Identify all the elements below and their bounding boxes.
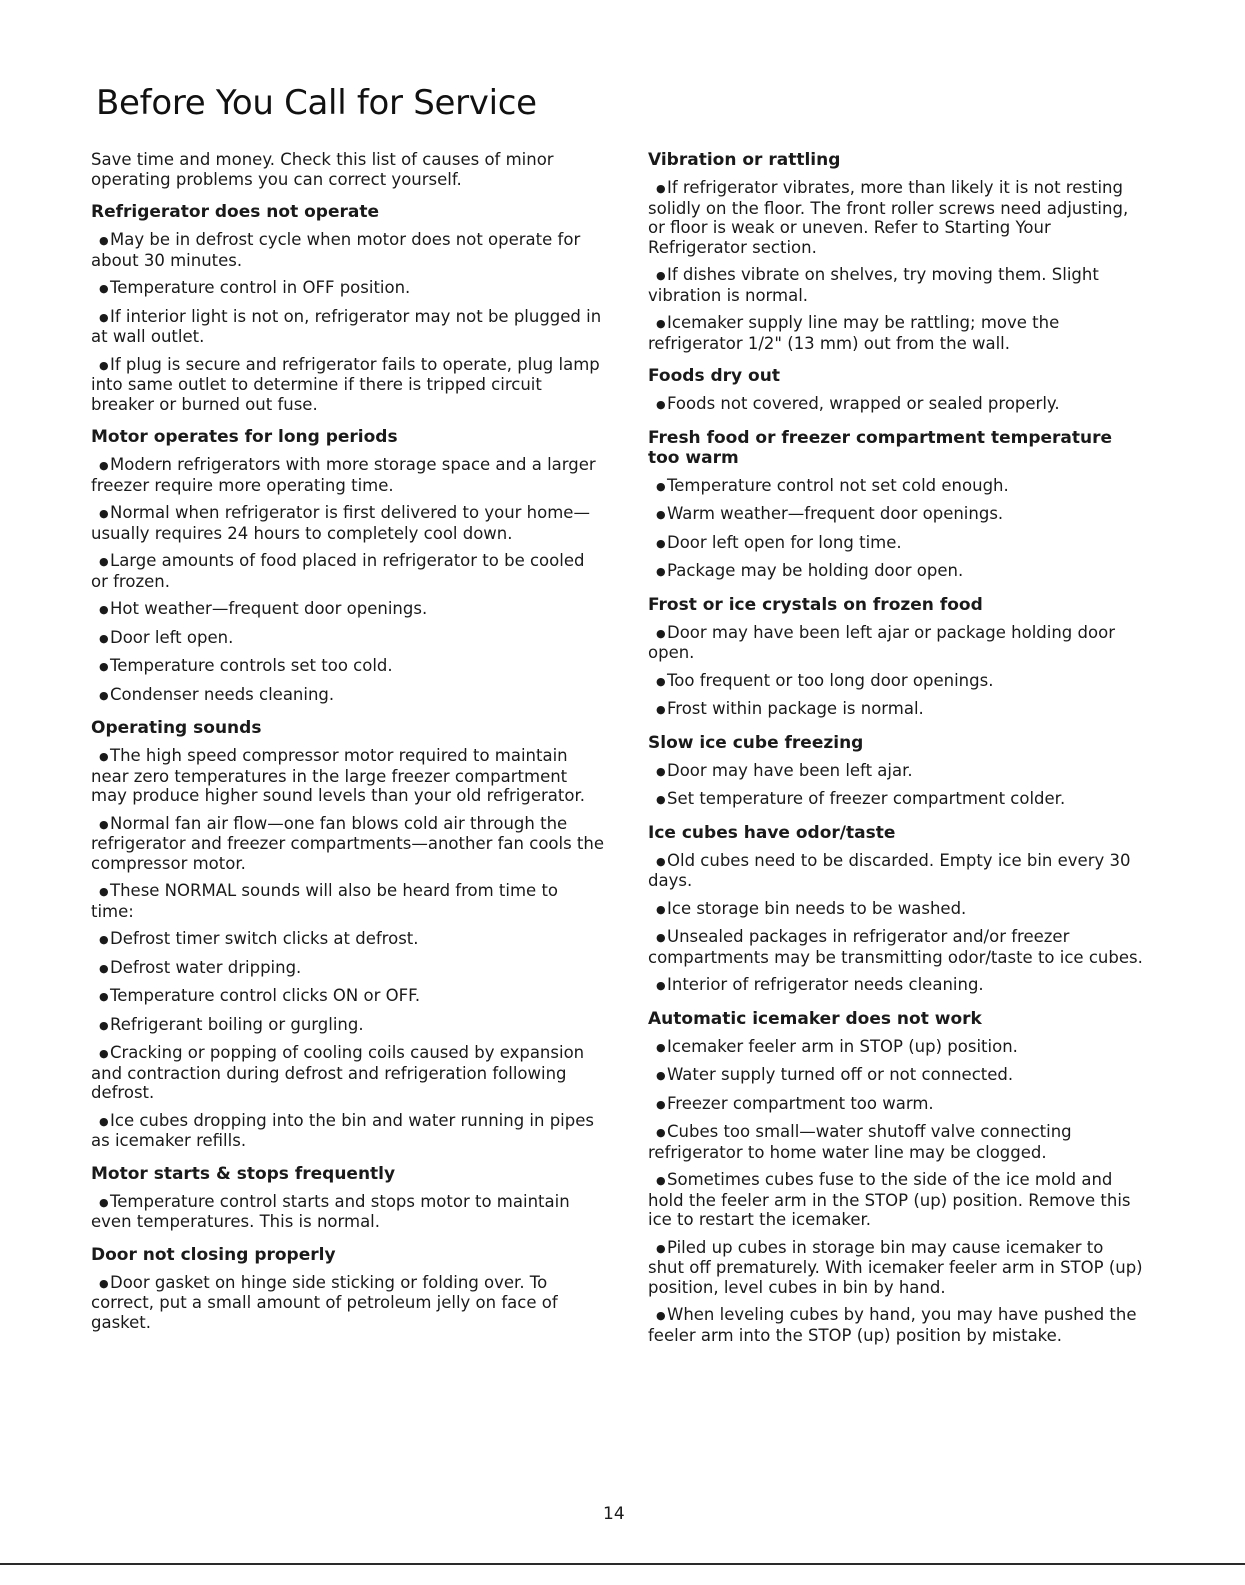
bullet-icon: ● (99, 507, 109, 520)
bullet-icon: ● (99, 1195, 109, 1209)
list-item-text: Sometimes cubes fuse to the side of the ice mold and hold the feeler arm in the STOP (up) position. Remove this ice to restart the icemaker. (648, 1170, 1131, 1229)
section-heading: Frost or ice crystals on frozen food (648, 594, 983, 615)
bullet-icon: ● (656, 182, 666, 195)
list-item-text: Ice storage bin needs to be washed. (667, 898, 967, 918)
list-item-text: Modern refrigerators with more storage space and a larger freezer require more operating time. (91, 455, 596, 495)
section-motor-starts-stops-frequently (91, 1164, 606, 1232)
list-item (648, 533, 1143, 554)
bullet-icon: ● (99, 933, 109, 946)
list-item-text: Temperature control clicks ON or OFF. (110, 986, 421, 1005)
list-item-text: Large amounts of food placed in refrigerator to be cooled or frozen. (91, 551, 585, 591)
list-item (648, 927, 1143, 967)
bullet-icon: ● (656, 793, 666, 806)
list-item (648, 265, 1143, 305)
section-automatic-icemaker-does-not-work (648, 1009, 1143, 1346)
list-item (91, 656, 606, 677)
list-item-text: May be in defrost cycle when motor does not operate for about 30 minutes. (91, 230, 581, 270)
list-item (91, 1111, 606, 1151)
list-item-text: Freezer compartment too warm. (667, 1093, 934, 1113)
bottom-rule (0, 1563, 1245, 1565)
list-item-text: Condenser needs cleaning. (110, 684, 335, 704)
list-item (91, 355, 606, 415)
section-heading: Ice cubes have odor/taste (648, 822, 896, 843)
list-item-text: Defrost water dripping. (110, 957, 302, 977)
section-heading: Foods dry out (648, 366, 780, 386)
bullet-icon: ● (99, 603, 109, 616)
list-item (91, 881, 606, 921)
list-item (648, 761, 1143, 782)
list-item (91, 1192, 606, 1232)
list-item-text: Cubes too small—water shutoff valve connecting refrigerator to home water line may be clogged. (648, 1122, 1072, 1162)
list-item (91, 599, 606, 620)
list-item (648, 1065, 1143, 1086)
bullet-icon: ● (99, 817, 109, 831)
list-item-text: Set temperature of freezer compartment colder. (667, 789, 1066, 808)
bullet-icon: ● (99, 961, 109, 975)
section-heading: Motor operates for long periods (91, 427, 398, 447)
list-item-text: Temperature control starts and stops motor to maintain even temperatures. This is normal. (91, 1191, 570, 1231)
list-item-text: When leveling cubes by hand, you may have pushed the feeler arm into the STOP (up) position by mistake. (648, 1305, 1137, 1345)
list-item-text: Refrigerant boiling or gurgling. (110, 1014, 364, 1034)
list-item (91, 1043, 606, 1103)
section-operating-sounds (91, 718, 606, 1151)
list-item (91, 307, 606, 347)
list-item-text: Door left open for long time. (667, 532, 902, 552)
list-item (648, 899, 1143, 920)
bullet-icon: ● (656, 269, 666, 282)
list-item-text: If dishes vibrate on shelves, try moving them. Slight vibration is normal. (648, 265, 1099, 305)
bullet-icon: ● (656, 1174, 666, 1187)
list-item-text: Old cubes need to be discarded. Empty ice bin every 30 days. (648, 850, 1131, 890)
section-fresh-food-or-freezer-compartment-temperature-too-warm (648, 428, 1143, 582)
section-slow-ice-cube-freezing (648, 733, 1143, 810)
list-item (648, 699, 1143, 720)
bullet-icon: ● (99, 310, 109, 324)
list-item-text: Door left open. (110, 627, 234, 647)
list-item-text: Icemaker feeler arm in STOP (up) position. (667, 1036, 1018, 1056)
bullet-icon: ● (656, 931, 666, 944)
section-foods-dry-out (648, 366, 1143, 415)
bullet-icon: ● (656, 479, 666, 493)
list-item (91, 1273, 606, 1333)
list-item (91, 628, 606, 649)
list-item-text: Frost within package is normal. (667, 699, 924, 718)
list-item-text: Interior of refrigerator needs cleaning. (667, 975, 984, 994)
list-item (91, 814, 606, 874)
list-item-text: Door gasket on hinge side sticking or folding over. To correct, put a small amount of petroleum jelly on face of gasket. (91, 1272, 558, 1332)
bullet-icon: ● (656, 854, 666, 868)
section-ice-cubes-have-odor-taste (648, 823, 1143, 996)
list-item (648, 975, 1143, 996)
list-item-text: Normal fan air flow—one fan blows cold air through the refrigerator and freezer compartments—another fan cools the compressor motor. (91, 813, 605, 873)
bullet-icon: ● (656, 764, 666, 778)
list-item (91, 278, 606, 299)
list-item (91, 1015, 606, 1036)
list-item-text: Icemaker supply line may be rattling; move the refrigerator 1/2" (13 mm) out from the wall. (648, 313, 1060, 353)
section-frost-or-ice-crystals-on-frozen-food (648, 595, 1143, 720)
bullet-icon: ● (99, 555, 109, 568)
bullet-icon: ● (656, 565, 666, 578)
list-item (91, 929, 606, 950)
section-door-not-closing-properly (91, 1245, 606, 1333)
list-item (91, 455, 606, 495)
list-item (91, 746, 606, 806)
right-column (648, 150, 1143, 1358)
section-heading: Door not closing properly (91, 1244, 336, 1265)
bullet-icon: ● (656, 626, 666, 640)
left-sections (91, 202, 606, 1332)
bullet-icon: ● (656, 1309, 666, 1322)
section-heading: Automatic icemaker does not work (648, 1008, 982, 1029)
list-item (648, 1238, 1143, 1298)
bullet-icon: ● (656, 1241, 666, 1255)
section-heading: Operating sounds (91, 718, 262, 738)
bullet-icon: ● (656, 902, 666, 916)
bullet-icon: ● (99, 990, 109, 1003)
section-motor-operates-for-long-periods (91, 427, 606, 705)
list-item (648, 1170, 1143, 1230)
list-item-text: Package may be holding door open. (667, 561, 964, 580)
list-item (648, 1122, 1143, 1162)
list-item (648, 1094, 1143, 1115)
section-heading: Fresh food or freezer compartment temperature too warm (648, 427, 1113, 468)
bullet-icon: ● (656, 398, 666, 411)
right-sections (648, 150, 1143, 1345)
list-item (648, 789, 1143, 810)
list-item (648, 671, 1143, 692)
bullet-icon: ● (99, 234, 109, 247)
list-item-text: Hot weather—frequent door openings. (110, 599, 428, 618)
bullet-icon: ● (99, 1047, 109, 1060)
list-item (91, 986, 606, 1007)
section-refrigerator-does-not-operate (91, 202, 606, 414)
list-item (648, 851, 1143, 891)
bullet-icon: ● (99, 1276, 109, 1290)
list-item-text: Warm weather—frequent door openings. (667, 504, 1004, 523)
bullet-icon: ● (656, 317, 666, 330)
list-item-text: Water supply turned off or not connected. (667, 1065, 1014, 1084)
list-item (648, 1305, 1143, 1345)
bullet-icon: ● (99, 459, 109, 472)
list-item-text: Temperature control not set cold enough. (667, 475, 1009, 495)
bullet-icon: ● (99, 660, 109, 673)
bullet-icon: ● (656, 674, 666, 688)
list-item (91, 958, 606, 979)
list-item-text: Foods not covered, wrapped or sealed properly. (667, 394, 1060, 413)
list-item-text: Door may have been left ajar. (667, 760, 913, 780)
list-item-text: Temperature controls set too cold. (110, 656, 393, 675)
list-item-text: Cracking or popping of cooling coils caused by expansion and contraction during defrost and refrigeration following defrost. (91, 1043, 585, 1102)
bullet-icon: ● (99, 1018, 109, 1032)
list-item (648, 313, 1143, 353)
list-item-text: The high speed compressor motor required to maintain near zero temperatures in the large freezer compartment may produce higher sound levels than your old refrigerator. (91, 746, 585, 805)
list-item-text: Normal when refrigerator is first delivered to your home—usually requires 24 hours to completely cool down. (91, 503, 590, 543)
list-item (91, 230, 606, 270)
section-heading: Slow ice cube freezing (648, 732, 864, 753)
list-item (91, 503, 606, 543)
section-heading: Motor starts & stops frequently (91, 1163, 396, 1184)
section-heading: Vibration or rattling (648, 150, 841, 170)
page-title: Before You Call for Service (96, 83, 537, 123)
bullet-icon: ● (99, 282, 109, 295)
bullet-icon: ● (656, 979, 666, 992)
list-item (91, 551, 606, 591)
bullet-icon: ● (656, 1040, 666, 1054)
list-item-text: Unsealed packages in refrigerator and/or freezer compartments may be transmitting odor/taste to ice cubes. (648, 927, 1143, 967)
list-item (648, 1037, 1143, 1058)
list-item (648, 504, 1143, 525)
bullet-icon: ● (656, 1126, 666, 1139)
list-item-text: If plug is secure and refrigerator fails to operate, plug lamp into same outlet to determine if there is tripped circuit breaker or burned out fuse. (91, 354, 600, 414)
intro-paragraph: Save time and money. Check this list of causes of minor operating problems you can correct yourself. (91, 150, 554, 189)
list-item (648, 561, 1143, 582)
list-item-text: Door may have been left ajar or package holding door open. (648, 622, 1115, 662)
list-item (648, 623, 1143, 663)
bullet-icon: ● (656, 703, 666, 716)
list-item-text: Too frequent or too long door openings. (667, 670, 994, 690)
list-item (648, 476, 1143, 497)
list-item-text: These NORMAL sounds will also be heard from time to time: (91, 881, 559, 921)
list-item-text: Temperature control in OFF position. (110, 278, 411, 297)
bullet-icon: ● (99, 631, 109, 645)
list-item-text: Defrost timer switch clicks at defrost. (110, 929, 419, 948)
list-item (648, 178, 1143, 257)
list-item (648, 394, 1143, 415)
bullet-icon: ● (656, 1069, 666, 1082)
bullet-icon: ● (656, 1097, 666, 1111)
section-vibration-or-rattling (648, 150, 1143, 353)
list-item-text: Piled up cubes in storage bin may cause icemaker to shut off prematurely. With icemaker feeler arm in STOP (up) position, level cubes in bin by hand. (648, 1237, 1143, 1297)
bullet-icon: ● (656, 536, 666, 550)
section-heading: Refrigerator does not operate (91, 202, 380, 222)
bullet-icon: ● (99, 688, 109, 702)
list-item-text: If refrigerator vibrates, more than likely it is not resting solidly on the floor. The front roller screws need adjusting, or floor is weak or uneven. Refer to Starting Your Refrigerator section. (648, 178, 1129, 257)
bullet-icon: ● (656, 508, 666, 521)
bullet-icon: ● (99, 885, 109, 898)
left-column (91, 150, 606, 1345)
bullet-icon: ● (99, 358, 109, 372)
list-item-text: Ice cubes dropping into the bin and water running in pipes as icemaker refills. (91, 1110, 594, 1150)
list-item (91, 685, 606, 706)
list-item-text: If interior light is not on, refrigerator may not be plugged in at wall outlet. (91, 306, 602, 346)
page-number: 14 (603, 1504, 625, 1524)
bullet-icon: ● (99, 750, 109, 763)
bullet-icon: ● (99, 1114, 109, 1128)
